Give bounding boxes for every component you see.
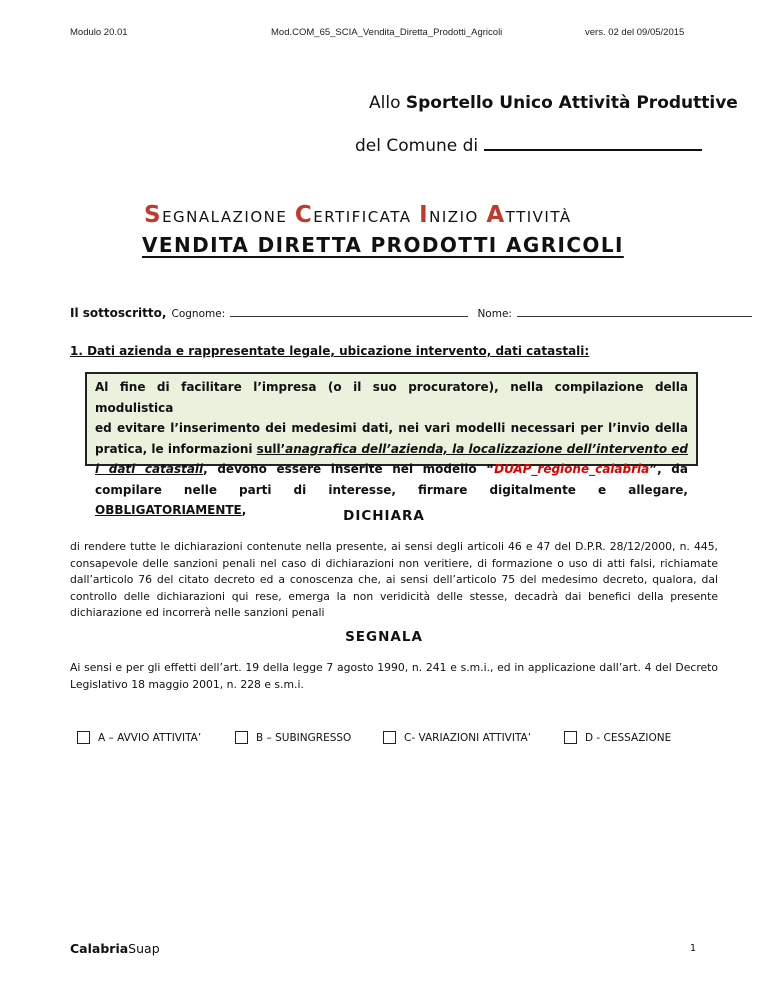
document-title bbox=[144, 202, 572, 228]
note-line-3-c: anagrafica dell’azienda, la localizzazione dell’intervento ed bbox=[285, 441, 688, 456]
note-line-3 bbox=[95, 439, 688, 460]
recipient-office: Sportello Unico Attività Produttive bbox=[405, 93, 738, 113]
option-cessazione[interactable] bbox=[564, 731, 671, 744]
municipality-label: del Comune di bbox=[355, 136, 479, 156]
note-line-4 bbox=[95, 459, 688, 480]
logo-bold-part: Calabria bbox=[70, 941, 129, 956]
option-variazioni[interactable] bbox=[383, 731, 531, 744]
dichiara-text: di rendere tutte le dichiarazioni contenute nella presente, ai sensi degli articoli 46 e 47 del D.P.R. 28/12/2000, n. 445, consapevole delle sanzioni penali nel caso di dichiarazioni non veritiere, di formazione o uso di atti falsi, richiamate dall’articolo 76 del citato decreto ed a conoscenza che, ai sensi dell’articolo 75 del medesimo decreto, qualora, dal controllo delle dichiarazioni qui rese, emerga la non veridicità delle stesse, decadrà dai benefici della presente dichiarazione ed incorrerà nelle sanzioni penali bbox=[70, 540, 718, 619]
section-1-title: 1. Dati azienda e rappresentate legale, ubicazione intervento, dati catastali: bbox=[70, 344, 590, 358]
form-code: Modulo 20.01 bbox=[70, 27, 128, 38]
signer-line bbox=[70, 302, 752, 321]
municipality-field[interactable] bbox=[484, 149, 702, 151]
note-line-4-b: , devono essere inserite nel modello “ bbox=[203, 462, 495, 476]
dichiara-heading: DICHIARA bbox=[343, 508, 425, 524]
title-word-4: TTIVITÀ bbox=[505, 208, 572, 226]
option-variazioni-label: C- VARIAZIONI ATTIVITA’ bbox=[404, 731, 532, 744]
note-line-3-b: sull’ bbox=[256, 441, 286, 456]
checkbox-avvio[interactable] bbox=[77, 731, 90, 744]
recipient-prefix: Allo bbox=[369, 93, 401, 113]
segnala-heading: SEGNALA bbox=[345, 629, 423, 645]
note-mandatory: OBBLIGATORIAMENTE bbox=[95, 503, 242, 517]
checkbox-cessazione[interactable] bbox=[564, 731, 577, 744]
note-line-3-a: pratica, le informazioni bbox=[95, 441, 257, 456]
option-avvio-label: A – AVVIO ATTIVITA’ bbox=[98, 731, 202, 744]
option-subingresso[interactable] bbox=[235, 731, 351, 744]
municipality-line bbox=[355, 136, 702, 156]
note-line-1: Al fine di facilitare l’impresa (o il suo procuratore), nella compilazione della modulistica bbox=[95, 380, 688, 415]
note-line-5-c: , bbox=[241, 503, 247, 517]
title-word-2: ERTIFICATA bbox=[313, 208, 412, 226]
cognome-label: Cognome: bbox=[171, 308, 226, 320]
form-version: vers. 02 del 09/05/2015 bbox=[585, 27, 685, 38]
nome-label: Nome: bbox=[477, 308, 512, 320]
note-line-4-a: i dati catastali bbox=[95, 462, 204, 476]
calabria-suap-logo bbox=[70, 941, 160, 956]
option-cessazione-label: D - CESSAZIONE bbox=[585, 731, 672, 744]
checkbox-variazioni[interactable] bbox=[383, 731, 396, 744]
option-avvio[interactable] bbox=[77, 731, 201, 744]
segnala-text: Ai sensi e per gli effetti dell’art. 19 della legge 7 agosto 1990, n. 241 e s.m.i., ed in applicazione dall’art. 4 del Decreto Legislativo 18 maggio 2001, n. 228 e s.m.i. bbox=[70, 661, 718, 691]
title-word-1: EGNALAZIONE bbox=[162, 208, 288, 226]
option-subingresso-label: B – SUBINGRESSO bbox=[256, 731, 352, 744]
signer-label: Il sottoscritto, bbox=[70, 306, 167, 320]
note-line-4-d: ”, da bbox=[649, 462, 688, 476]
checkbox-subingresso[interactable] bbox=[235, 731, 248, 744]
note-line-5-a: compilare nelle parti di interesse, firmare digitalmente e allegare, bbox=[95, 482, 688, 497]
form-filename: Mod.COM_65_SCIA_Vendita_Diretta_Prodotti_Agricoli bbox=[271, 27, 503, 38]
cognome-field[interactable] bbox=[230, 306, 468, 317]
nome-field[interactable] bbox=[517, 306, 752, 317]
recipient-line bbox=[369, 93, 738, 113]
title-initial-a: A bbox=[486, 202, 506, 228]
document-subtitle: VENDITA DIRETTA PRODOTTI AGRICOLI bbox=[142, 233, 624, 257]
logo-light-part: Suap bbox=[128, 941, 160, 956]
note-line-2: ed evitare l’inserimento dei medesimi dati, nei vari modelli necessari per l’invio della bbox=[95, 421, 688, 435]
title-initial-i: I bbox=[419, 202, 430, 228]
title-initial-c: C bbox=[294, 202, 314, 228]
title-word-3: NIZIO bbox=[429, 208, 479, 226]
title-initial-s: S bbox=[144, 202, 163, 228]
page-number: 1 bbox=[690, 943, 697, 954]
duap-model-name: DUAP_regione_calabria bbox=[494, 462, 650, 476]
